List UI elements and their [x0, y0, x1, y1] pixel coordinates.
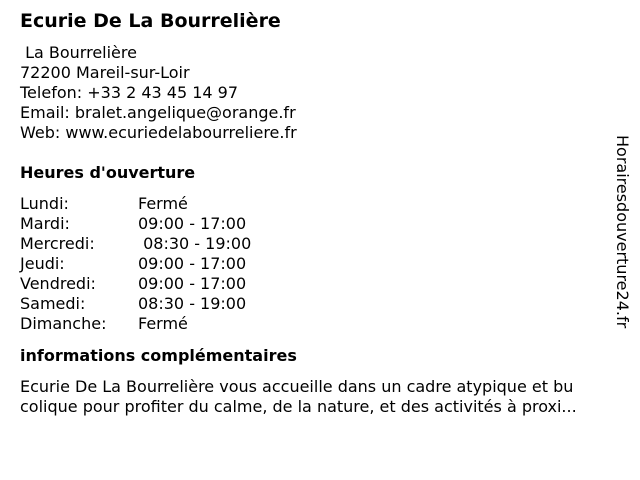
- hours-row-sunday: [20, 314, 620, 334]
- hours-row-saturday: [20, 294, 620, 314]
- description-line-1: Ecurie De La Bourrelière vous accueille dans un cadre atypique et bu: [20, 377, 574, 396]
- phone-line: Telefon: +33 2 43 45 14 97: [20, 83, 239, 102]
- day-hours: 08:30 - 19:00: [138, 294, 247, 313]
- hours-row-wednesday: [20, 234, 620, 254]
- day-label: Samedi:: [20, 294, 86, 313]
- day-label: Jeudi:: [20, 254, 65, 273]
- hours-row-friday: [20, 274, 620, 294]
- day-hours: Fermé: [138, 194, 188, 213]
- hours-row-thursday: [20, 254, 620, 274]
- opening-hours-table: [20, 194, 620, 334]
- day-hours: Fermé: [138, 314, 188, 333]
- day-hours: 09:00 - 17:00: [138, 274, 247, 293]
- day-label: Mercredi:: [20, 234, 95, 253]
- day-hours: 09:00 - 17:00: [138, 214, 247, 233]
- description-line-2: colique pour profiter du calme, de la nature, et des activités à proxi...: [20, 397, 577, 416]
- additional-info-heading: informations complémentaires: [20, 346, 297, 365]
- opening-hours-heading: Heures d'ouverture: [20, 163, 196, 182]
- hours-row-tuesday: [20, 214, 620, 234]
- day-label: Dimanche:: [20, 314, 107, 333]
- day-label: Lundi:: [20, 194, 69, 213]
- site-watermark: Horairesdouverture24.fr: [613, 135, 632, 329]
- day-label: Mardi:: [20, 214, 70, 233]
- day-label: Vendredi:: [20, 274, 96, 293]
- day-hours: 08:30 - 19:00: [138, 234, 252, 253]
- day-hours: 09:00 - 17:00: [138, 254, 247, 273]
- hours-row-monday: [20, 194, 620, 214]
- address-line-1: La Bourrelière: [20, 43, 137, 62]
- business-name: Ecurie De La Bourrelière: [20, 10, 281, 32]
- website-line: Web: www.ecuriedelabourreliere.fr: [20, 123, 297, 142]
- address-line-2: 72200 Mareil-sur-Loir: [20, 63, 190, 82]
- business-card: [20, 9, 620, 417]
- email-line: Email: bralet.angelique@orange.fr: [20, 103, 296, 122]
